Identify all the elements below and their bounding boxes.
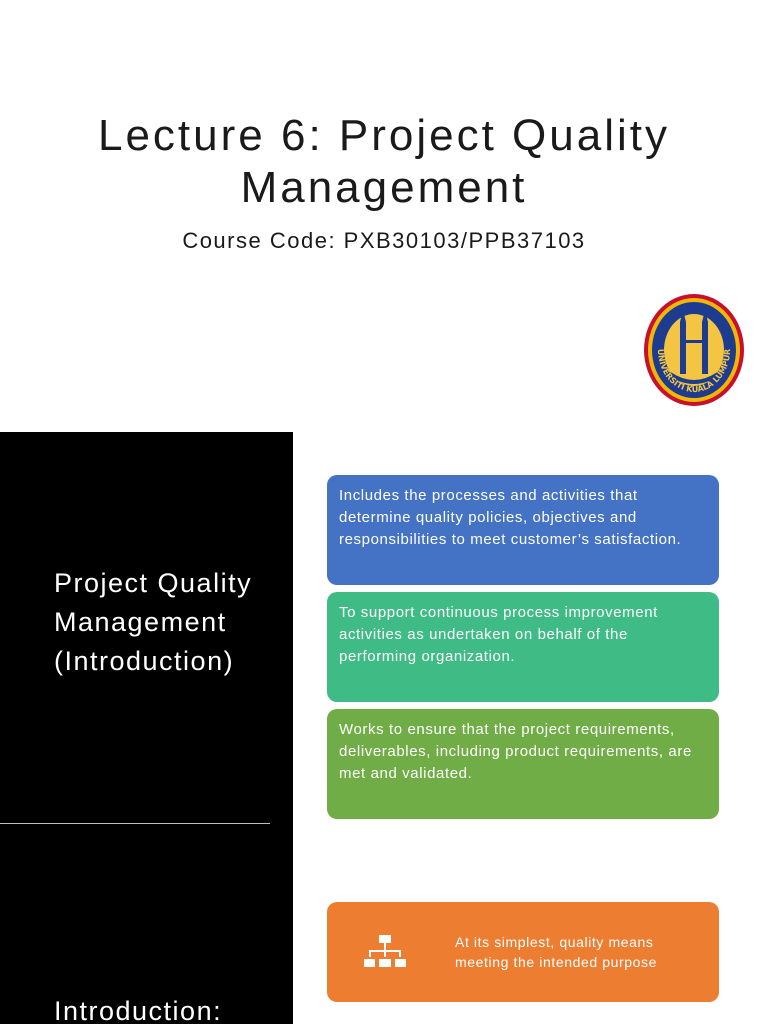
logo-ring-text: UNIVERSITI KUALA LUMPUR (655, 348, 733, 395)
content-slide (0, 432, 768, 1024)
card-improvement: To support continuous process improvement activities as undertaken on behalf of the performing organization. (327, 592, 719, 702)
left-panel (0, 432, 293, 1024)
callout-text: At its simplest, quality means meeting the intended purpose (455, 934, 658, 970)
divider (0, 823, 270, 824)
quality-callout (327, 902, 719, 1002)
next-section-heading: Introduction: (54, 996, 223, 1026)
card-processes: Includes the processes and activities that determine quality policies, objectives and responsibilities to meet customer’s satisfaction. (327, 475, 719, 585)
slide-title: Lecture 6: Project Quality Management (97, 111, 670, 212)
card-requirements: Works to ensure that the project requirements, deliverables, including product requirements, are met and validated. (327, 709, 719, 819)
title-slide (0, 0, 768, 432)
section-heading: Project Quality Management (Introduction) (54, 568, 253, 676)
university-logo-icon (640, 290, 748, 410)
org-chart-icon (363, 933, 407, 973)
course-code: Course Code: PXB30103/PPB37103 (182, 228, 586, 253)
